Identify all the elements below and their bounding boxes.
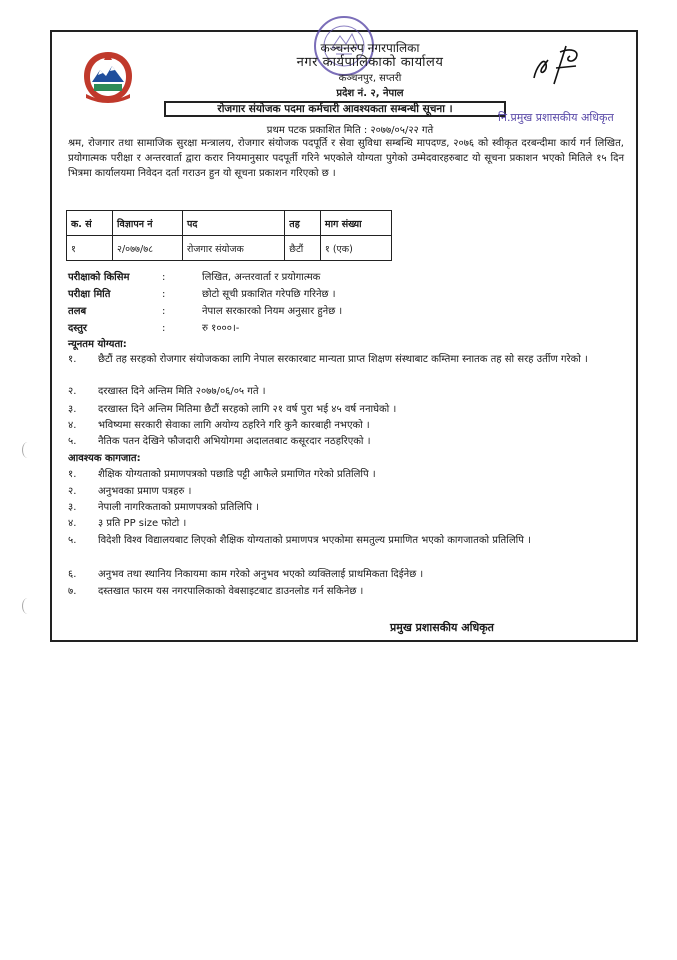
cell-demand: १ (एक)	[320, 236, 391, 261]
list-item-text: दस्तखात फारम यस नगरपालिकाको वेबसाइटबाट डाउनलोड गर्न सकिनेछ ।	[98, 586, 364, 597]
list-item-number: ३.	[68, 502, 77, 513]
list-item-number: २.	[68, 386, 77, 397]
punch-hole-mark	[22, 598, 33, 614]
list-item	[68, 467, 624, 482]
info-row-exam-date	[68, 287, 628, 302]
cell-post: रोजगार संयोजक	[183, 236, 285, 261]
list-item-text: छैटौं तह सरहको रोजगार संयोजकका लागि नेपाल सरकारबाट मान्यता प्राप्त शिक्षण संस्थाबाट कम्तिमा स्नातक तह सो सरह उर्तीण गरेको ।	[98, 354, 588, 365]
list-item-text: अनुभव तथा स्थानिय निकायमा काम गरेको अनुभव भएको व्यक्तिलाई प्राथमिकता दिईनेछ ।	[98, 569, 424, 580]
list-item	[68, 402, 624, 417]
list-item	[68, 584, 624, 599]
info-value: नेपाल सरकारको नियम अनुसार हुनेछ ।	[202, 306, 343, 317]
col-header-ad-number: विज्ञापन नं	[113, 211, 183, 236]
list-item-number: ४.	[68, 518, 77, 529]
list-item-text: ३ प्रति PP size फोटो ।	[98, 518, 187, 529]
info-label: तलब	[68, 306, 87, 317]
punch-hole-mark	[22, 442, 33, 458]
list-item-number: ४.	[68, 420, 77, 431]
province-line: प्रदेश नं. २, नेपाल	[336, 88, 404, 99]
list-item-text: नैतिक पतन देखिने फौजदारी अभियोगमा अदालतबाट कसूरदार नठहरिएको ।	[98, 436, 371, 447]
list-item-text: शैक्षिक योग्यताको प्रमाणपत्रको पछाडि पट्टी आफैले प्रमाणित गरेको प्रतिलिपि ।	[98, 469, 376, 480]
info-value: रु १०००।-	[202, 323, 240, 334]
cell-level: छैटौं	[285, 236, 321, 261]
list-item-number: ३.	[68, 404, 77, 415]
list-item-number: २.	[68, 486, 77, 497]
info-label: परीक्षा मिति	[68, 289, 111, 300]
list-item-number: ७.	[68, 586, 77, 597]
list-item	[68, 500, 624, 515]
notice-title: रोजगार संयोजक पदमा कर्मचारी आवश्यकता सम्बन्धी सूचना ।	[164, 101, 506, 117]
info-colon: :	[162, 272, 166, 283]
info-row-exam-type	[68, 270, 628, 285]
list-item	[68, 533, 624, 563]
list-item	[68, 418, 624, 433]
list-item	[68, 434, 624, 449]
col-header-demand: माग संख्या	[320, 211, 391, 236]
info-row-salary	[68, 304, 628, 319]
col-header-level: तह	[285, 211, 321, 236]
cell-serial: १	[67, 236, 113, 261]
nepal-emblem-icon	[78, 48, 138, 106]
list-item	[68, 384, 624, 399]
list-item	[68, 567, 624, 582]
info-value: छोटो सूची प्रकाशित गरेपछि गरिनेछ ।	[202, 289, 336, 300]
intro-paragraph: श्रम, रोजगार तथा सामाजिक सुरक्षा मन्त्रालय, रोजगार संयोजक पदपूर्ति र सेवा सुविधा सम्बन्धि मापदण्ड, २०७६ को स्वीकृत दरबन्दीमा कार्य गर्न लिखित, प्रयोगात्मक परीक्षा र अन्तरवार्ता द्वारा करार नियमानुसार पदपूर्ती गरिने भएकोले योग्यता पुगेको उम्मेदवारहरुबाट यो सूचना प्रकाशन भएको मितिले १५ दिन भित्रमा कार्यालयमा निवेदन दर्ता गराउन हुन यो सूचना प्रकाशन गरिएको छ ।	[68, 138, 624, 179]
vacancy-table	[66, 210, 392, 261]
documents-heading: आवश्यक कागजात:	[68, 453, 141, 464]
info-colon: :	[162, 323, 166, 334]
list-item	[68, 484, 624, 499]
list-item	[68, 516, 624, 531]
col-header-serial: क. सं	[67, 211, 113, 236]
list-item-number: ५.	[68, 535, 77, 546]
office-address: कञ्चनपुर, सप्तरी	[338, 73, 402, 84]
list-item-number: ६.	[68, 569, 77, 580]
office-name: नगर कार्यपालिकाको कार्यालय	[296, 55, 444, 70]
list-item-number: १.	[68, 469, 77, 480]
list-item-text: नेपाली नागरिकताको प्रमाणपत्रको प्रतिलिपि ।	[98, 502, 259, 513]
publication-date: प्रथम पटक प्रकाशित मिति : २०७७/०५/२२ गते	[266, 125, 434, 136]
info-label: परीक्षाको किसिम	[68, 272, 130, 283]
list-item-text: अनुभवका प्रमाण पत्रहरु ।	[98, 486, 192, 497]
info-value: लिखित, अन्तरवार्ता र प्रयोगात्मक	[202, 272, 321, 283]
list-item-text: दरखास्त दिने अन्तिम मितिमा छैटौं सरहको लागि २१ वर्ष पुरा भई ४५ वर्ष ननाघेको ।	[98, 404, 397, 415]
col-header-post: पद	[183, 211, 285, 236]
table-header-row	[67, 211, 392, 236]
cell-ad-number: २/०७७/७८	[113, 236, 183, 261]
designation-stamp: नि.प्रमुख प्रशासकीय अधिकृत	[498, 111, 614, 124]
info-colon: :	[162, 306, 166, 317]
signatory-title: प्रमुख प्रशासकीय अधिकृत	[390, 621, 494, 634]
info-colon: :	[162, 289, 166, 300]
info-row-fee	[68, 321, 628, 336]
municipality-name: कञ्चनरुप नगरपालिका	[320, 41, 420, 55]
list-item-text: विदेशी विश्व विद्यालयबाट लिएको शैक्षिक योग्यताको प्रमाणपत्र भएकोमा समतुल्य प्रमाणित भएको कागजातको प्रतिलिपि ।	[98, 535, 531, 546]
qualifications-heading: न्यूनतम योग्यता:	[68, 339, 127, 350]
list-item-number: ५.	[68, 436, 77, 447]
list-item-text: दरखास्त दिने अन्तिम मिति २०७७/०६/०५ गते ।	[98, 386, 266, 397]
table-row	[67, 236, 392, 261]
list-item	[68, 352, 624, 382]
info-label: दस्तुर	[68, 323, 87, 334]
list-item-number: १.	[68, 354, 77, 365]
list-item-text: भविष्यमा सरकारी सेवाका लागि अयोग्य ठहरिने गरि कुनै कारबाही नभएको ।	[98, 420, 370, 431]
